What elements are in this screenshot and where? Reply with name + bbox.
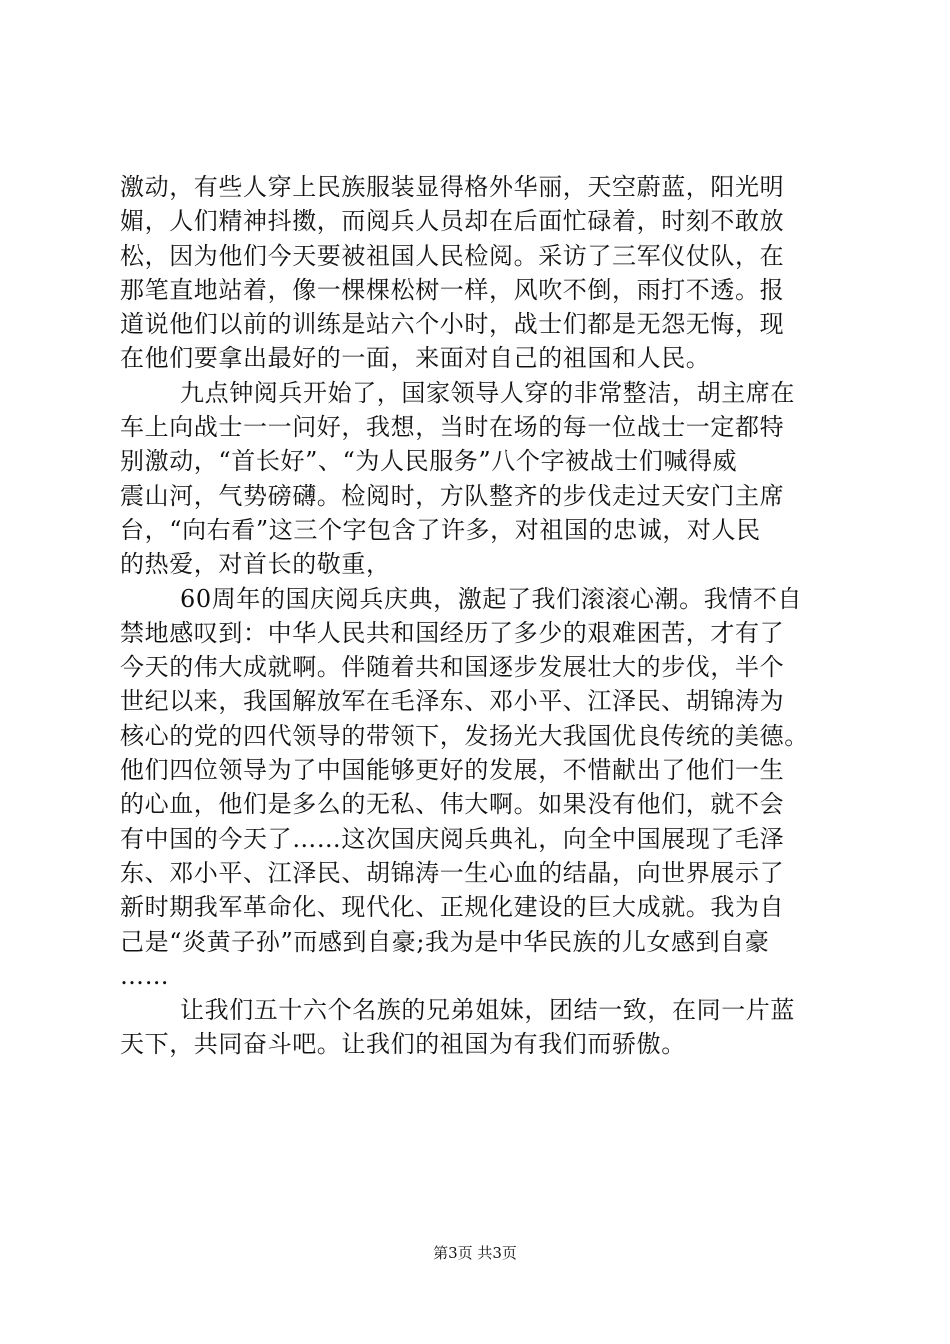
text-line: 车上向战士一一问好，我想，当时在场的每一位战士一定都特 (120, 413, 785, 442)
paragraph-4 (120, 993, 840, 1062)
text-line: 那笔直地站着，像一棵棵松树一样，风吹不倒，雨打不透。报 (120, 275, 785, 304)
text-line: 60周年的国庆阅兵庆典，激起了我们滚滚心潮。我情不自 (180, 584, 803, 613)
text-line: 松，因为他们今天要被祖国人民检阅。采访了三军仪仗队，在 (120, 241, 785, 270)
text-line: 东、邓小平、江泽民、胡锦涛一生心血的结晶，向世界展示了 (120, 858, 785, 887)
text-line: 媚，人们精神抖擞，而阅兵人员却在后面忙碌着，时刻不敢放 (120, 207, 785, 236)
text-line: 的热爱，对首长的敬重， (120, 550, 391, 579)
text-line: 在他们要拿出最好的一面，来面对自己的祖国和人民。 (120, 344, 711, 373)
paragraph-1 (120, 170, 840, 376)
text-line: 激动，有些人穿上民族服装显得格外华丽，天空蔚蓝，阳光明 (120, 173, 785, 201)
text-line: 台，“向右看”这三个字包含了许多，对祖国的忠诚，对人民 (120, 515, 761, 544)
document-body (120, 170, 840, 1062)
text-line: 有中国的今天了……这次国庆阅兵典礼，向全中国展现了毛泽 (120, 824, 785, 853)
text-line: 世纪以来，我国解放军在毛泽东、邓小平、江泽民、胡锦涛为 (120, 687, 785, 716)
paragraph-2 (120, 376, 840, 582)
text-line: 的心血，他们是多么的无私、伟大啊。如果没有他们，就不会 (120, 790, 785, 819)
text-line: 己是“炎黄子孙”而感到自豪;我为是中华民族的儿女感到自豪 (120, 927, 770, 956)
text-line: 禁地感叹到：中华人民共和国经历了多少的艰难困苦，才有了 (120, 618, 785, 647)
text-line: 道说他们以前的训练是站六个小时，战士们都是无怨无悔，现 (120, 310, 785, 339)
text-line: 新时期我军革命化、现代化、正规化建设的巨大成就。我为自 (120, 893, 785, 922)
text-line: …… (120, 961, 170, 990)
text-line: 让我们五十六个名族的兄弟姐妹，团结一致，在同一片蓝 (180, 996, 795, 1025)
text-line: 核心的党的四代领导的带领下，发扬光大我国优良传统的美德。 (120, 721, 809, 750)
text-line: 天下，共同奋斗吧。让我们的祖国为有我们而骄傲。 (120, 1030, 686, 1059)
paragraph-3 (120, 582, 840, 994)
text-line: 他们四位领导为了中国能够更好的发展，不惜献出了他们一生 (120, 756, 785, 785)
text-line: 别激动，“首长好”、“为人民服务”八个字被战士们喊得威 (120, 447, 738, 476)
text-line: 九点钟阅兵开始了，国家领导人穿的非常整洁，胡主席在 (180, 378, 795, 407)
page-number-footer: 第3页 共3页 (433, 1244, 517, 1262)
text-line: 震山河，气势磅礴。检阅时，方队整齐的步伐走过天安门主席 (120, 481, 785, 510)
text-line: 今天的伟大成就啊。伴随着共和国逐步发展壮大的步伐，半个 (120, 653, 785, 682)
